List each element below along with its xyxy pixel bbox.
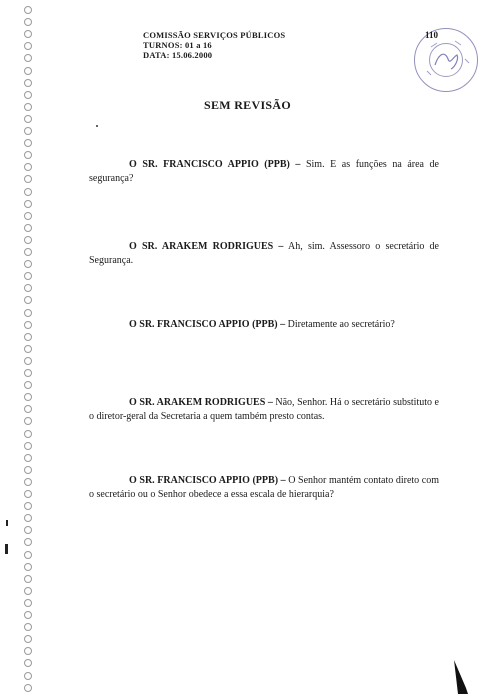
binder-hole xyxy=(24,175,32,183)
binder-hole xyxy=(24,587,32,595)
binder-hole xyxy=(24,151,32,159)
speaker-name: O SR. FRANCISCO APPIO (PPB) – xyxy=(129,475,286,486)
binder-hole xyxy=(24,79,32,87)
page-title: SEM REVISÃO xyxy=(204,98,291,112)
speech-text: Ah, sim. Assessoro o secretário de Segurança. xyxy=(89,241,439,266)
header-date: DATA: 15.06.2000 xyxy=(143,50,213,60)
transcript-paragraph xyxy=(89,158,439,186)
transcript-paragraph xyxy=(89,474,439,502)
binder-hole xyxy=(24,212,32,220)
document-header xyxy=(143,30,285,60)
binder-hole xyxy=(24,538,32,546)
binder-hole xyxy=(24,454,32,462)
binder-hole xyxy=(24,18,32,26)
scan-mark xyxy=(6,520,8,526)
binder-hole xyxy=(24,260,32,268)
binder-hole xyxy=(24,526,32,534)
binder-hole xyxy=(24,393,32,401)
binder-hole xyxy=(24,647,32,655)
binder-hole xyxy=(24,369,32,377)
binder-hole xyxy=(24,611,32,619)
binder-hole xyxy=(24,466,32,474)
binder-hole xyxy=(24,333,32,341)
binder-hole xyxy=(24,224,32,232)
scan-speck xyxy=(96,125,98,127)
scan-mark xyxy=(5,544,8,554)
binder-hole xyxy=(24,599,32,607)
speaker-name: O SR. FRANCISCO APPIO (PPB) – xyxy=(129,319,286,330)
binder-hole xyxy=(24,248,32,256)
binder-hole xyxy=(24,236,32,244)
binder-hole xyxy=(24,6,32,14)
binder-hole xyxy=(24,635,32,643)
speech-text: Sim. E as funções na área de segurança? xyxy=(89,159,439,184)
binder-hole xyxy=(24,684,32,692)
binder-hole xyxy=(24,127,32,135)
header-committee: COMISSÃO SERVIÇOS PÚBLICOS xyxy=(143,30,286,40)
binder-hole xyxy=(24,563,32,571)
speaker-name: O SR. ARAKEM RODRIGUES – xyxy=(129,397,273,408)
speech-text: Não, Senhor. Há o secretário substituto e o diretor-geral da Secretaria a quem também presto contas. xyxy=(89,397,439,422)
header-shifts: TURNOS: 01 a 16 xyxy=(143,40,212,50)
binder-hole xyxy=(24,623,32,631)
binder-hole xyxy=(24,284,32,292)
transcript-paragraph xyxy=(89,396,439,424)
binder-hole xyxy=(24,430,32,438)
binder-hole xyxy=(24,139,32,147)
binder-hole xyxy=(24,42,32,50)
binder-hole xyxy=(24,502,32,510)
binder-hole xyxy=(24,30,32,38)
binder-hole xyxy=(24,115,32,123)
binder-hole xyxy=(24,478,32,486)
binder-hole xyxy=(24,188,32,196)
binder-hole xyxy=(24,163,32,171)
binder-hole xyxy=(24,551,32,559)
page-number: 110 xyxy=(425,30,439,40)
binder-hole xyxy=(24,417,32,425)
speaker-name: O SR. FRANCISCO APPIO (PPB) – xyxy=(129,159,301,170)
transcript-paragraph xyxy=(89,240,439,268)
binder-hole xyxy=(24,442,32,450)
binder-hole xyxy=(24,659,32,667)
binder-hole xyxy=(24,357,32,365)
binder-hole xyxy=(24,272,32,280)
speech-text: Diretamente ao secretário? xyxy=(285,319,395,330)
binder-hole xyxy=(24,405,32,413)
binder-hole xyxy=(24,514,32,522)
speaker-name: O SR. ARAKEM RODRIGUES – xyxy=(129,241,284,252)
transcript-paragraph xyxy=(89,318,439,332)
binder-hole xyxy=(24,54,32,62)
binder-hole xyxy=(24,296,32,304)
binder-hole xyxy=(24,67,32,75)
official-seal-stamp xyxy=(414,28,478,92)
binder-hole xyxy=(24,345,32,353)
scan-corner-mark xyxy=(452,660,468,694)
binder-hole xyxy=(24,309,32,317)
binder-hole xyxy=(24,321,32,329)
binder-hole xyxy=(24,672,32,680)
binder-hole xyxy=(24,381,32,389)
speech-text: O Senhor mantém contato direto com o secretário ou o Senhor obedece a essa escala de hierarquia? xyxy=(89,475,439,500)
binder-hole xyxy=(24,575,32,583)
binder-hole xyxy=(24,490,32,498)
binder-hole xyxy=(24,200,32,208)
